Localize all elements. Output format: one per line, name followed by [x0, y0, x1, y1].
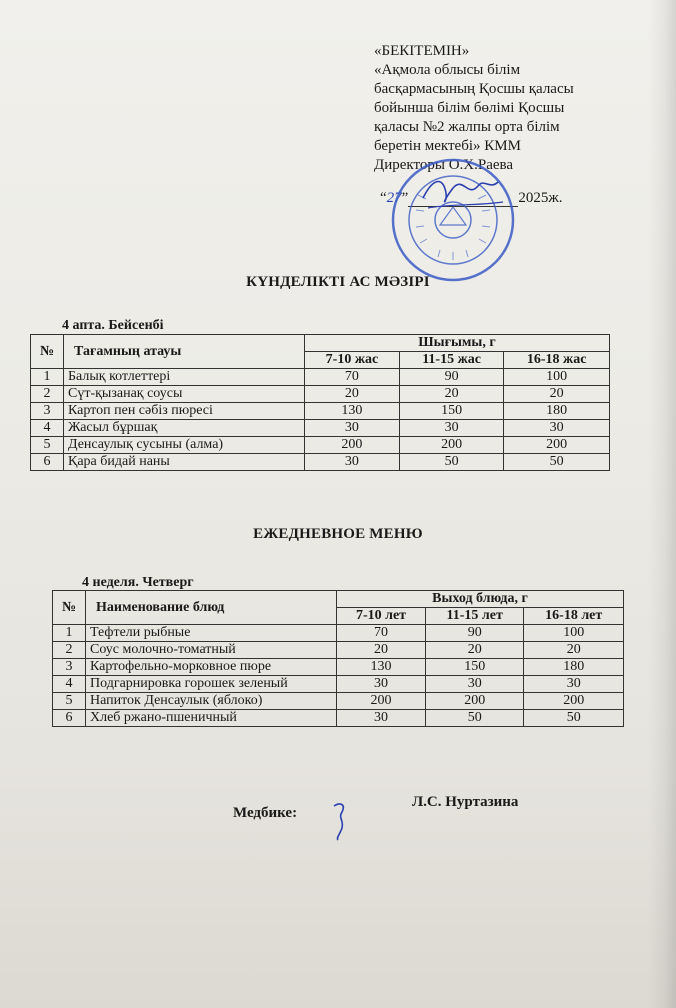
dish-name: Тефтели рыбные: [86, 625, 337, 642]
age-header: 11-15 жас: [399, 352, 503, 369]
portion-value: 30: [524, 676, 624, 693]
portion-value: 50: [524, 710, 624, 727]
age-header: 7-10 жас: [305, 352, 400, 369]
table-row: [31, 454, 610, 471]
dish-name: Картофельно-морковное пюре: [86, 659, 337, 676]
portion-value: 30: [305, 420, 400, 437]
portion-value: 20: [524, 642, 624, 659]
director-line: Директоры О.Х.Раева: [374, 157, 514, 173]
row-number: 6: [53, 710, 86, 727]
portion-value: 50: [399, 454, 503, 471]
table-row: [31, 403, 610, 420]
table-row: [53, 710, 624, 727]
portion-value: 100: [524, 625, 624, 642]
date-day: 27: [386, 190, 402, 206]
dish-name: Картоп пен сәбіз пюресі: [64, 403, 305, 420]
row-number: 1: [53, 625, 86, 642]
kazakh-week-label: 4 апта. Бейсенбі: [62, 318, 164, 333]
portion-value: 200: [337, 693, 426, 710]
col-output-header: Шығымы, г: [305, 335, 610, 352]
portion-value: 90: [399, 369, 503, 386]
portion-value: 130: [337, 659, 426, 676]
dish-name: Қара бидай наны: [64, 454, 305, 471]
col-output-header: Выход блюда, г: [337, 591, 624, 608]
col-name-header: Наименование блюд: [86, 591, 337, 625]
dish-name: Соус молочно-томатный: [86, 642, 337, 659]
row-number: 3: [31, 403, 64, 420]
portion-value: 30: [337, 676, 426, 693]
table-header-row: [31, 335, 610, 352]
age-header: 16-18 лет: [524, 608, 624, 625]
portion-value: 180: [524, 659, 624, 676]
dish-name: Денсаулық сусыны (алма): [64, 437, 305, 454]
nurse-signature: [330, 800, 352, 842]
page-shadow: [648, 0, 676, 1008]
table-row: [31, 369, 610, 386]
portion-value: 30: [399, 420, 503, 437]
portion-value: 200: [399, 437, 503, 454]
dish-name: Балық котлеттері: [64, 369, 305, 386]
table-row: [31, 420, 610, 437]
date-quote-close: ”: [401, 190, 409, 206]
row-number: 2: [31, 386, 64, 403]
row-number: 3: [53, 659, 86, 676]
portion-value: 20: [305, 386, 400, 403]
col-num-header: №: [31, 335, 64, 369]
approval-line: «БЕКІТЕМІН»: [374, 43, 470, 59]
age-header: 16-18 жас: [504, 352, 610, 369]
row-number: 5: [53, 693, 86, 710]
portion-value: 20: [504, 386, 610, 403]
table-row: [53, 676, 624, 693]
date-quote-open: “: [380, 190, 387, 206]
portion-value: 130: [305, 403, 400, 420]
portion-value: 200: [305, 437, 400, 454]
age-header: 11-15 лет: [426, 608, 524, 625]
portion-value: 20: [426, 642, 524, 659]
portion-value: 100: [504, 369, 610, 386]
dish-name: Хлеб ржано-пшеничный: [86, 710, 337, 727]
portion-value: 200: [524, 693, 624, 710]
row-number: 6: [31, 454, 64, 471]
portion-value: 70: [337, 625, 426, 642]
dish-name: Сүт-қызанақ соусы: [64, 386, 305, 403]
dish-name: Подгарнировка горошек зеленый: [86, 676, 337, 693]
kazakh-menu-title: КҮНДЕЛІКТІ АС МӘЗІРІ: [246, 274, 430, 290]
portion-value: 30: [337, 710, 426, 727]
table-header-row: [53, 591, 624, 608]
portion-value: 30: [426, 676, 524, 693]
approval-line: беретін мектебі» КММ: [374, 138, 521, 154]
row-number: 4: [53, 676, 86, 693]
portion-value: 150: [426, 659, 524, 676]
approval-line: «Ақмола облысы білім: [374, 62, 521, 78]
row-number: 5: [31, 437, 64, 454]
dish-name: Напиток Денсаулык (яблоко): [86, 693, 337, 710]
date-year: 2025ж.: [518, 190, 563, 206]
table-row: [53, 625, 624, 642]
portion-value: 50: [426, 710, 524, 727]
portion-value: 50: [504, 454, 610, 471]
table-row: [53, 642, 624, 659]
approval-line: қаласы №2 жалпы орта білім: [374, 119, 560, 135]
row-number: 2: [53, 642, 86, 659]
portion-value: 20: [337, 642, 426, 659]
nurse-label: Медбике:: [233, 805, 298, 821]
table-row: [53, 659, 624, 676]
portion-value: 70: [305, 369, 400, 386]
portion-value: 200: [426, 693, 524, 710]
portion-value: 30: [504, 420, 610, 437]
russian-menu-table: [52, 590, 624, 727]
table-row: [31, 386, 610, 403]
kazakh-menu-table: [30, 334, 610, 471]
portion-value: 200: [504, 437, 610, 454]
portion-value: 20: [399, 386, 503, 403]
nurse-name: Л.С. Нуртазина: [412, 794, 519, 810]
director-signature: [418, 168, 508, 218]
dish-name: Жасыл бұршақ: [64, 420, 305, 437]
portion-value: 150: [399, 403, 503, 420]
russian-menu-title: ЕЖЕДНЕВНОЕ МЕНЮ: [253, 526, 423, 542]
row-number: 4: [31, 420, 64, 437]
table-row: [31, 437, 610, 454]
table-row: [53, 693, 624, 710]
row-number: 1: [31, 369, 64, 386]
portion-value: 90: [426, 625, 524, 642]
col-name-header: Тағамның атауы: [64, 335, 305, 369]
col-num-header: №: [53, 591, 86, 625]
portion-value: 30: [305, 454, 400, 471]
russian-week-label: 4 неделя. Четверг: [82, 575, 194, 590]
approval-line: бойынша білім бөлімі Қосшы: [374, 100, 565, 116]
age-header: 7-10 лет: [337, 608, 426, 625]
approval-line: басқармасының Қосшы қаласы: [374, 81, 574, 97]
portion-value: 180: [504, 403, 610, 420]
